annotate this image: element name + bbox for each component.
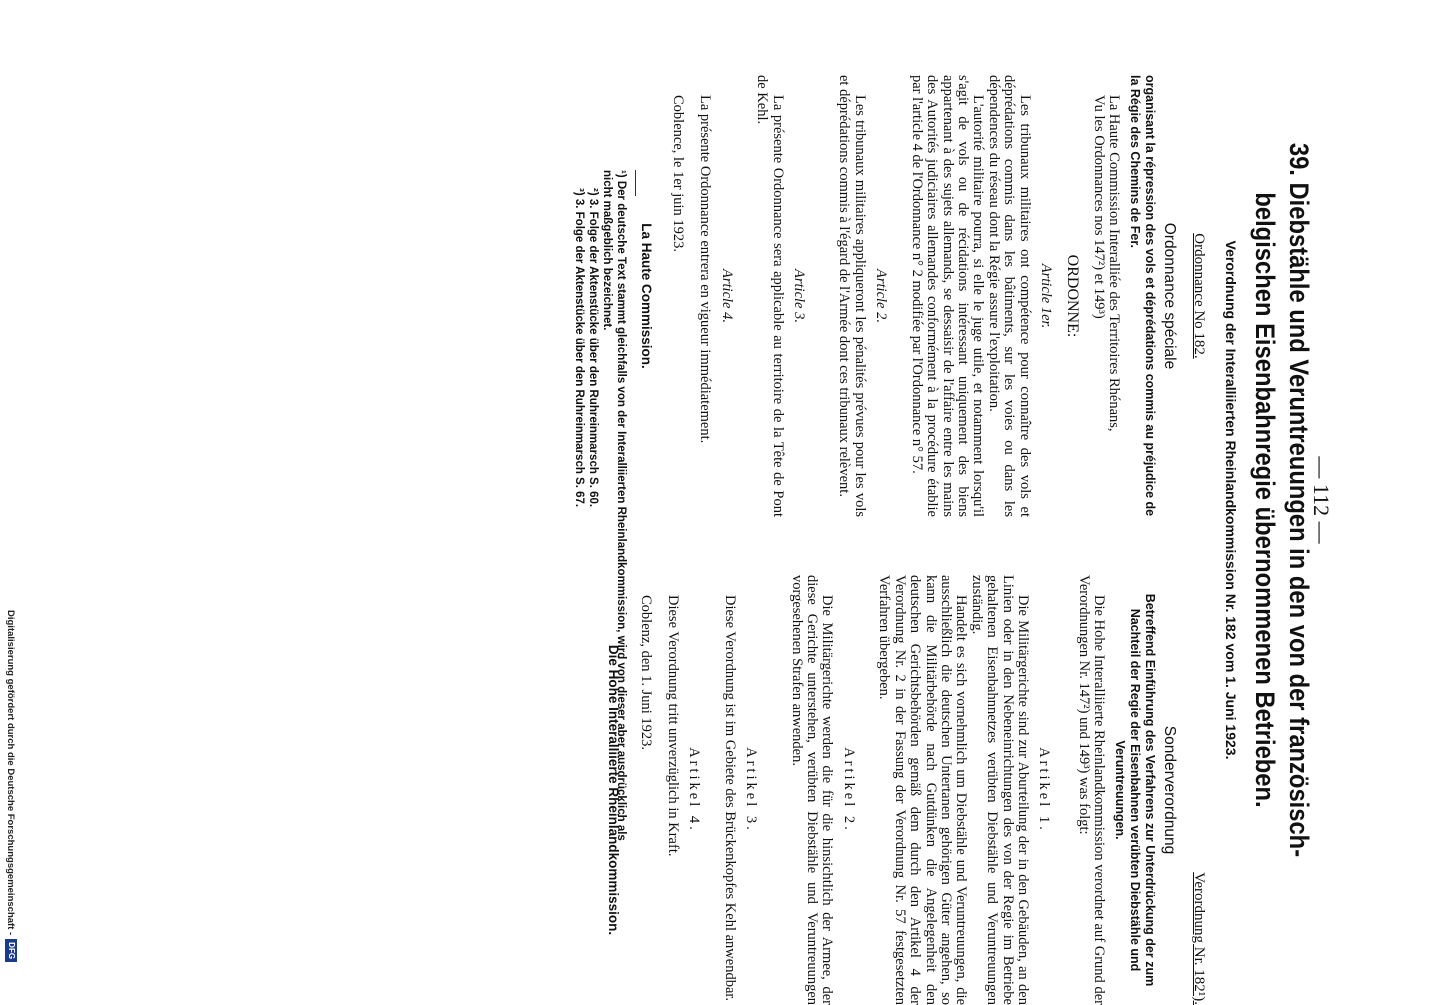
signature-de: Die Hohe Interalliierte Rheinlandkommission. (606, 644, 622, 936)
article-3-title: Article 3. (791, 269, 808, 323)
ordonnance-number: Ordonnance No 182. (1191, 233, 1207, 359)
page-subtitle: Verordnung der Interalliierten Rheinlandkommission Nr. 182 vom 1. Juni 1923. (1223, 240, 1239, 760)
article-3-para: La présente Ordonnance sera applicable au territoire de la Tête de Pont de Kehl. (754, 75, 786, 517)
article-2-para: Les tribunaux militaires appliqueront les pénalités prévues pour les vols et déprédations commis à l'égard de l'Armée dont ces tribunaux relèvent. (836, 75, 868, 517)
german-column (606, 575, 1206, 1005)
article-1-para-1: Les tribunaux militaires ont compétence pour connaître des vols et déprédations commis dans les bâtiments, sur les voies ou dans les dépendences du réseau dont la Régie assure l'exploitation. (985, 75, 1033, 517)
footnote-rule (635, 170, 636, 196)
intro-paragraph-de: Die Hohe Interalliierte Rheinlandkommission verordnet auf Grund der Verordnungen Nr. 147²) und 149³) was folgt: (1075, 575, 1108, 1005)
footnote-1: ¹) Der deutsche Text stammt gleichfalls von der Interalliierten Rheinlandkommission, wird von dieser aber ausdrücklich als nicht maßgeblich bezeichnet. (601, 170, 627, 841)
credit-text: Digitalisierung gefördert durch die Deutsche Forschungsgemeinschaft - (5, 610, 17, 936)
artikel-3-para: Diese Verordnung ist im Gebiete des Brückenkopfes Kehl anwendbar. (721, 595, 738, 1002)
footnotes (572, 170, 628, 870)
footnote-3: ³) 3. Folge der Aktenstücke über den Ruhreinmarsch S. 67. (573, 188, 585, 508)
artikel-2-para: Die Militärgerichte werden die für die hinsichtlich der Armee, der diese Gerichte unterstehen, verübten Diebstähle und Veruntreuungen vorgesehenen Strafen anwenden. (788, 575, 836, 1005)
intro-paragraph-2: Vu les Ordonnances nos 147²) et 149³) (1090, 95, 1107, 319)
french-column (638, 75, 1206, 517)
ordonnance-heading: Ordonnance spéciale (1160, 222, 1178, 370)
date-line-de: Coblenz, den 1. Juni 1923. (637, 595, 654, 751)
digitization-credit (4, 610, 18, 990)
ordonnance-subheading: organisant la répression des vols et déprédations commis au préjudice de la Régie des Chemins de Fer. (1128, 75, 1158, 517)
ordonne-label: ORDONNE: (1064, 254, 1082, 338)
signature: La Haute Commission. (638, 223, 654, 369)
intro-paragraph: La Haute Commission Interalliée des Territoires Rhénans, (1106, 95, 1123, 432)
verordnung-heading: Sonderverordnung (1160, 725, 1178, 855)
artikel-3-title: Artikel 3. (743, 747, 760, 833)
artikel-4-title: Artikel 4. (686, 747, 703, 833)
article-2-title: Article 2. (873, 269, 890, 323)
dfg-logo: DFG (5, 939, 17, 962)
date-line: Coblence, le 1er juin 1923. (670, 95, 687, 253)
artikel-1-title: Artikel 1. (1036, 747, 1053, 833)
artikel-2-title: Artikel 2. (840, 747, 857, 833)
article-4-para: La présente Ordonnance entrera en vigueur immédiatement. (697, 95, 714, 444)
verordnung-number: Verordnung Nr. 182¹). (1191, 872, 1207, 1005)
footnote-2: ²) 3. Folge der Aktenstücke über den Ruhreinmarsch S. 60. (587, 188, 599, 508)
artikel-1-para-1: Die Militärgerichte sind zur Aburteilung der in den Gebäuden, an den Linien oder in den Nebeneinrichtungen des von der Regie im Betriebe gehaltenen Eisenbahnnetzes verübten Diebstähle und Veruntreuungen zuständig. (968, 575, 1031, 1005)
verordnung-subheading: Betreffend Einführung des Verfahrens zur Unterdrückung der zum Nachteil der Regie der Eisenbahnen verübten Diebstähle und Veruntreuungen. (1113, 593, 1158, 987)
article-1-title: Article 1er. (1037, 263, 1054, 329)
page-title: 39. Diebstähle und Veruntreuungen in den von der französisch-belgischen Eisenbahnregie übernommenen Betrieben. (1250, 142, 1314, 858)
page-number: — 112 — (1309, 456, 1334, 544)
article-4-title: Article 4. (718, 269, 735, 323)
artikel-1-para-2: Handelt es sich vornehmlich um Diebstähle und Veruntreuungen, die ausschließlich die deutschen Untertanen gehörigen Güter angehen, so kann die Militärbehörde nach Gutdünken die Angelegenheit den deutschen Gerichtsbehörden gemäß dem durch den Artikel 4 der Verordnung Nr. 2 in der Fassung der Verordnung Nr. 57 festgesetzten Verfahren übergeben. (876, 575, 970, 1005)
article-1-para-2: L'autorité militaire pourra, si elle le juge utile, et notamment lorsqu'il s'agit de vols ou de récidations intéressant uniquement des biens appartenant à des sujets allemands, se dessaisir de l'affaire entre les mains des Autorités judiciaires allemandes conformément à la procédure établie par l'article 4 de l'Ordonnance n° 2 modifiée par l'Ordonnance n° 57. (908, 75, 987, 517)
artikel-4-para: Diese Verordnung tritt unverzüglich in Kraft. (665, 595, 682, 857)
